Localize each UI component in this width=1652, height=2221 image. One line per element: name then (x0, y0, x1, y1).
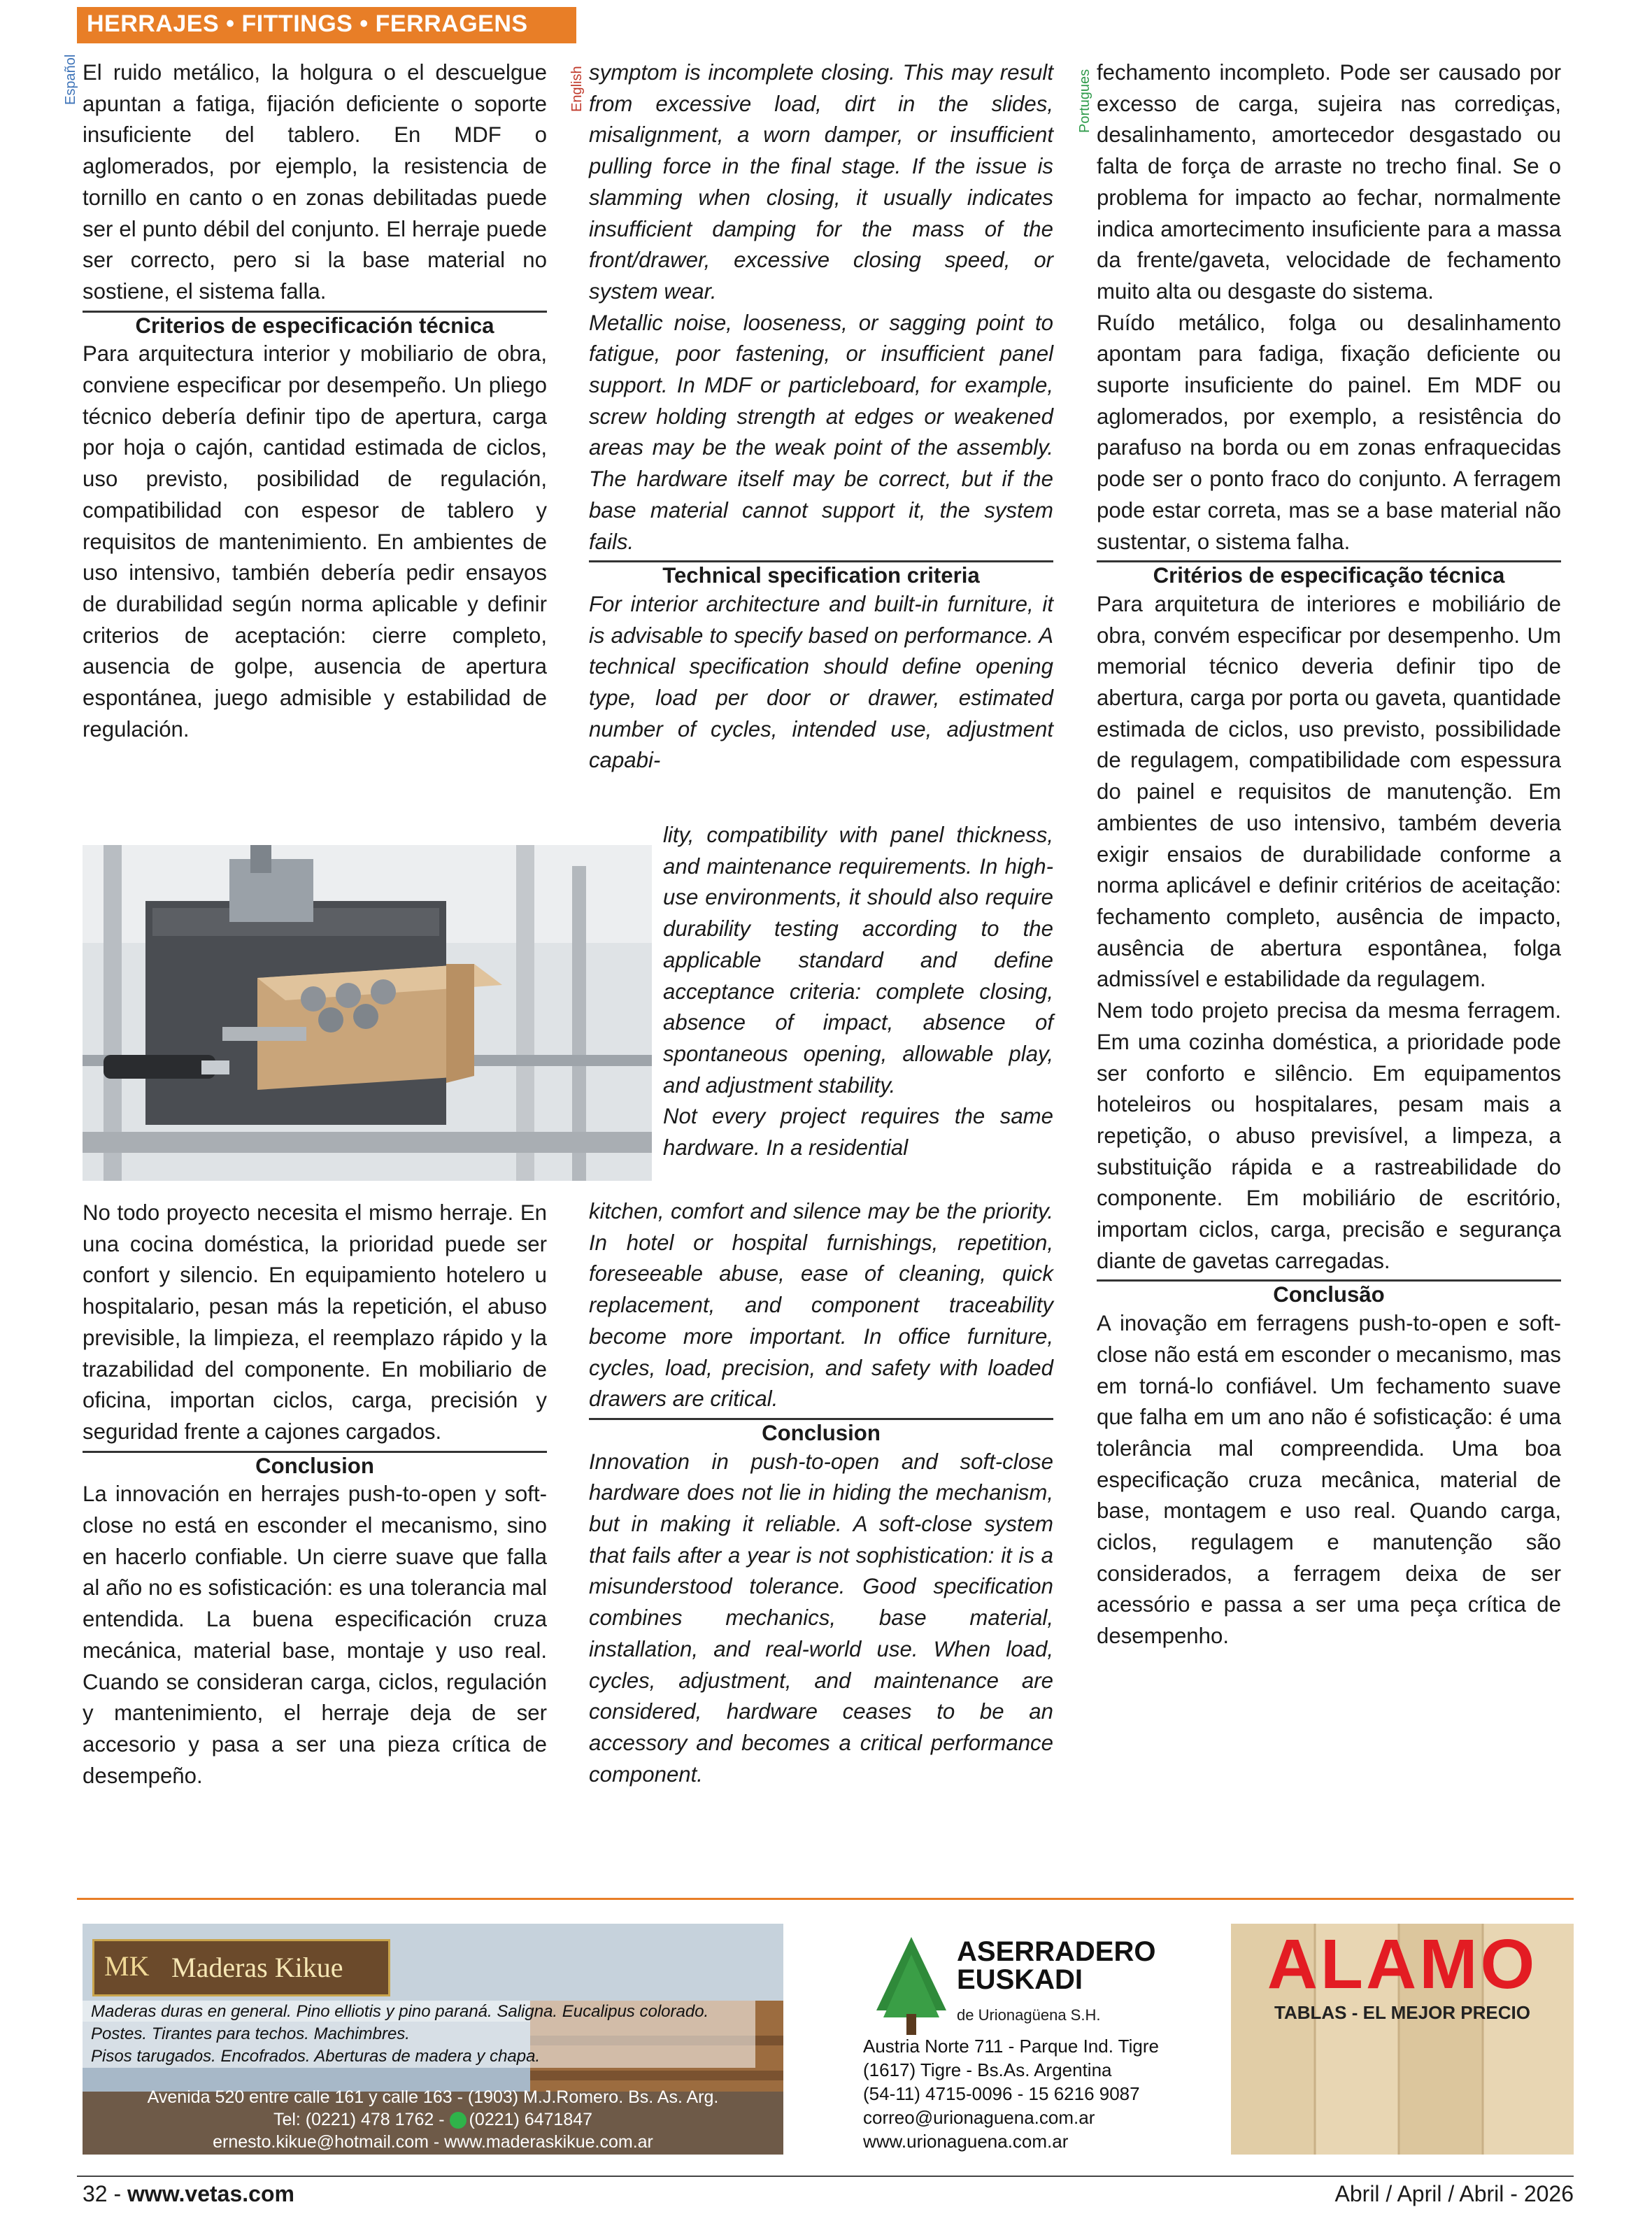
pt-subheading-conclusion (1097, 1277, 1561, 1308)
en-paragraph: Innovation in push-to-open and soft-close hardware does not lie in hiding the mechanism, but in making it reliable. A soft-close system that fails after a year is not sophistication: it is a misunderstood tolerance. Good specification combines mechanics, base material, installation, and real-world use. When load, cycles, adjustment, and maintenance are considered, hardware ceases to be an accessory and becomes a critical performance component. (589, 1449, 1053, 1787)
euskadi-web[interactable]: www.urionaguena.com.ar (863, 2131, 1069, 2152)
english-column-wrap (663, 820, 1053, 1164)
footer-divider (77, 1898, 1574, 1900)
spanish-column-continued (83, 1198, 547, 1791)
footer-bar (77, 2176, 1574, 2177)
euskadi-email[interactable]: correo@urionaguena.com.ar (863, 2107, 1095, 2128)
es-subheading-text: Criterios de especificación técnica (135, 313, 494, 338)
portuguese-column (1097, 57, 1561, 1652)
euskadi-name-line: EUSKADI (957, 1964, 1083, 1995)
kikue-address: Avenida 520 entre calle 161 y calle 163 - (1903) M.J.Romero. Bs. As. Arg. (147, 2087, 719, 2107)
euskadi-name-line: ASERRADERO (957, 1936, 1156, 1967)
es-subheading-criteria (83, 308, 547, 339)
section-header-tab (77, 7, 576, 43)
footer-separator: - (107, 2181, 128, 2206)
lang-tag-es: Español (63, 54, 78, 105)
pt-subheading-text: Conclusão (1273, 1282, 1385, 1307)
es-paragraph: Para arquitectura interior y mobiliario de obra, conviene especificar por desempeño. Un pliego técnico debería definir tipo de apertura, carga por hoja o cajón, cantidad estimada de ciclos, uso previsto, posibilidad de regulación, compatibilidad con espesor de tablero y requisitos de mantenimiento. En ambientes de uso intensivo, también debería pedir ensayos de durabilidad según norma aplicable y definir criterios de aceptación: cierre completo, ausencia de golpe, ausencia de apertura espontánea, juego admisible y estabilidad de regulación. (83, 341, 547, 741)
en-paragraph: kitchen, comfort and silence may be the priority. In hotel or hospital furnishings, repetition, foreseeable abuse, ease of cleaning, quick replacement, and component traceability become more important. In office furniture, cycles, load, precision, and safety with loaded drawers are critical. (589, 1199, 1053, 1412)
euskadi-name (957, 1938, 1155, 1994)
kikue-logo-name: Maderas Kikue (171, 1952, 343, 1983)
article-photo-drawer-test-rig (83, 845, 652, 1181)
kikue-web[interactable]: ernesto.kikue@hotmail.com - www.maderaskikue.com.ar (213, 2132, 653, 2152)
en-subheading-conclusion (589, 1415, 1053, 1447)
euskadi-phone: (54-11) 4715-0096 - 15 6216 9087 (863, 2083, 1140, 2104)
tree-icon (873, 1933, 950, 2038)
euskadi-address: Austria Norte 711 - Parque Ind. Tigre (863, 2036, 1159, 2057)
es-paragraph: No todo proyecto necesita el mismo herraje. En una cocina doméstica, la prioridad puede ser confort y silencio. En equipamiento hotelero u hospitalario, pesan más la repetición, el abuso previsible, la limpieza, el reemplazo rápido y la trazabilidad del componente. En mobiliario de oficina, importan ciclos, carga, precisión y seguridad frente a cajones cargados. (83, 1200, 547, 1444)
section-header-text: HERRAJES • FITTINGS • FERRAGENS (87, 10, 528, 37)
es-paragraph: El ruido metálico, la holgura o el descuelgue apuntan a fatiga, fijación deficiente o soporte insuficiente del tablero. En MDF o aglomerados, por ejemplo, la resistencia de tornillo en canto o en zonas debilitadas puede ser el punto débil del conjunto. El herraje puede ser correcto, pero si la base material no sostiene, el sistema falla. (83, 60, 547, 304)
ad-maderas-kikue[interactable] (83, 1924, 783, 2155)
en-paragraph: Metallic noise, looseness, or sagging point to fatigue, poor fastening, or insufficient panel support. In MDF or particleboard, for example, screw holding strength at edges or weakened areas may be the weak point of the assembly. The hardware itself may be correct, but if the base material cannot support it, the system fails. (589, 310, 1053, 554)
ad-alamo[interactable] (1231, 1924, 1574, 2155)
english-column (589, 57, 1053, 776)
footer-site[interactable]: www.vetas.com (127, 2181, 294, 2206)
ad-aserradero-euskadi[interactable] (859, 1924, 1223, 2155)
euskadi-contact (863, 2034, 1159, 2153)
kikue-product-line: Pisos tarugados. Encofrados. Aberturas de madera y chapa. (91, 2047, 541, 2066)
en-paragraph: lity, compatibility with panel thickness, and maintenance requirements. In high-use environments, it should also require durability testing according to the applicable standard and define acceptance criteria: complete closing, absence of impact, absence of spontaneous opening, allowable play, and adjustment stability. (663, 823, 1053, 1098)
en-subheading-text: Technical specification criteria (662, 563, 980, 588)
footer-page-site (83, 2181, 294, 2207)
kikue-phones (83, 2108, 783, 2131)
pt-paragraph: Ruído metálico, folga ou desalinhamento apontam para fadiga, fixação deficiente ou suporte insuficiente do painel. Em MDF ou aglomerados, por exemplo, a resistência do parafuso na borda ou em zonas enfraquecidas pode ser o ponto fraco do conjunto. A ferragem pode estar correta, mas se a base material não sustentar, o sistema falha. (1097, 310, 1561, 554)
kikue-whatsapp-number: (0221) 6471847 (469, 2110, 593, 2129)
en-paragraph: Not every project requires the same hardware. In a residential (663, 1104, 1053, 1161)
en-paragraph: For interior architecture and built-in furniture, it is advisable to specify based on performance. A technical specification should define opening type, load per door or drawer, estimated number of cycles, intended use, adjustment capabi- (589, 591, 1053, 773)
es-paragraph: La innovación en herrajes push-to-open y soft-close no está en esconder el mecanismo, sino en hacerlo confiable. Un cierre suave que falla al año no es sofisticación: es una tolerancia mal entendida. La buena especificación cruza mecánica, material base, montaje y uso real. Cuando se consideran carga, ciclos, regulación y mantenimiento, el herraje deja de ser accesorio y pasa a ser una pieza crítica de desempeño. (83, 1482, 547, 1788)
lang-tag-pt: Portugues (1077, 69, 1092, 133)
en-subheading-text: Conclusion (762, 1420, 881, 1445)
english-column-continued (589, 1196, 1053, 1790)
pt-paragraph: Nem todo projeto precisa da mesma ferragem. Em uma cozinha doméstica, a prioridade pode ser conforto e silêncio. Em equipamentos hoteleiros ou hospitalares, pesam mais a repetição, o abuso previsível, a limpeza, a substituição rápida e a rastreabilidade do componente. Em mobiliário de escritório, importam ciclos, carga, precisão e segurança diante de gavetas carregadas. (1097, 998, 1561, 1273)
kikue-product-line: Postes. Tirantes para techos. Machimbres. (91, 2024, 410, 2043)
pt-subheading-text: Critérios de especificação técnica (1153, 563, 1505, 588)
kikue-phone: Tel: (0221) 478 1762 - (273, 2110, 450, 2129)
kikue-products (83, 2001, 755, 2068)
euskadi-city: (1617) Tigre - Bs.As. Argentina (863, 2059, 1112, 2080)
kikue-logo-mk: MK (104, 1950, 150, 1982)
pt-paragraph: Para arquitetura de interiores e mobiliário de obra, convém especificar por desempenho. Um memorial técnico deveria definir tipo de abertura, carga por porta ou gaveta, quantidade estimada de ciclos, uso previsto, possibilidade de regulagem, compatibilidade com espessura do painel e requisitos de manutenção. Em ambientes de uso intensivo, também deveria exigir ensaios de durabilidade conforme a norma aplicável e definir critérios de aceitação: fechamento completo, ausência de impacto, ausência de abertura espontânea, folga admissível e estabilidade da regulagem. (1097, 591, 1561, 992)
alamo-tagline: TABLAS - EL MEJOR PRECIO (1274, 2002, 1530, 2023)
page-number: 32 (83, 2181, 108, 2206)
spanish-column (83, 57, 547, 745)
kikue-logo (92, 1939, 390, 1996)
kikue-product-line: Maderas duras en general. Pino elliotis y pino paraná. Saligna. Eucalipus colorado. (91, 2002, 709, 2021)
whatsapp-icon (450, 2112, 467, 2129)
drawer-test-rig-illustration (83, 845, 652, 1181)
en-paragraph: symptom is incomplete closing. This may result from excessive load, dirt in the slides, misalignment, a worn damper, or insufficient pulling force in the final stage. If the issue is slamming when closing, it usually indicates insufficient damping for the mass of the front/drawer, excessive closing speed, or system wear. (589, 60, 1053, 304)
es-subheading-conclusion (83, 1448, 547, 1480)
lang-tag-en: English (569, 66, 585, 112)
es-subheading-text: Conclusion (255, 1453, 374, 1478)
pt-subheading-criteria (1097, 558, 1561, 589)
kikue-contact (83, 2086, 783, 2153)
footer-date: Abril / April / Abril - 2026 (1334, 2181, 1574, 2206)
pt-paragraph: fechamento incompleto. Pode ser causado por excesso de carga, sujeira nas corrediças, desalinhamento, amortecedor desgastado ou falta de força de arraste no trecho final. Se o problema for impacto ao fechar, normalmente indica amortecimento insuficiente para a massa da frente/gaveta, velocidade de fechamento muito alta ou desgaste do sistema. (1097, 60, 1561, 304)
en-subheading-criteria (589, 558, 1053, 589)
alamo-logo: ALAMO (1267, 1925, 1538, 2003)
euskadi-sub: de Urionagüena S.H. (957, 2006, 1101, 2024)
pt-paragraph: A inovação em ferragens push-to-open e soft-close não está em esconder o mecanismo, mas em torná-lo confiável. Um fechamento suave que falha em um ano não é sofisticação: é uma tolerância mal compreendida. Uma boa especificação cruza mecânica, material de base, montagem e uso real. Quando carga, ciclos, regulagem e manutenção são considerados, a ferragem deixa de ser acessório e passa a ser uma peça crítica de desempenho. (1097, 1311, 1561, 1649)
